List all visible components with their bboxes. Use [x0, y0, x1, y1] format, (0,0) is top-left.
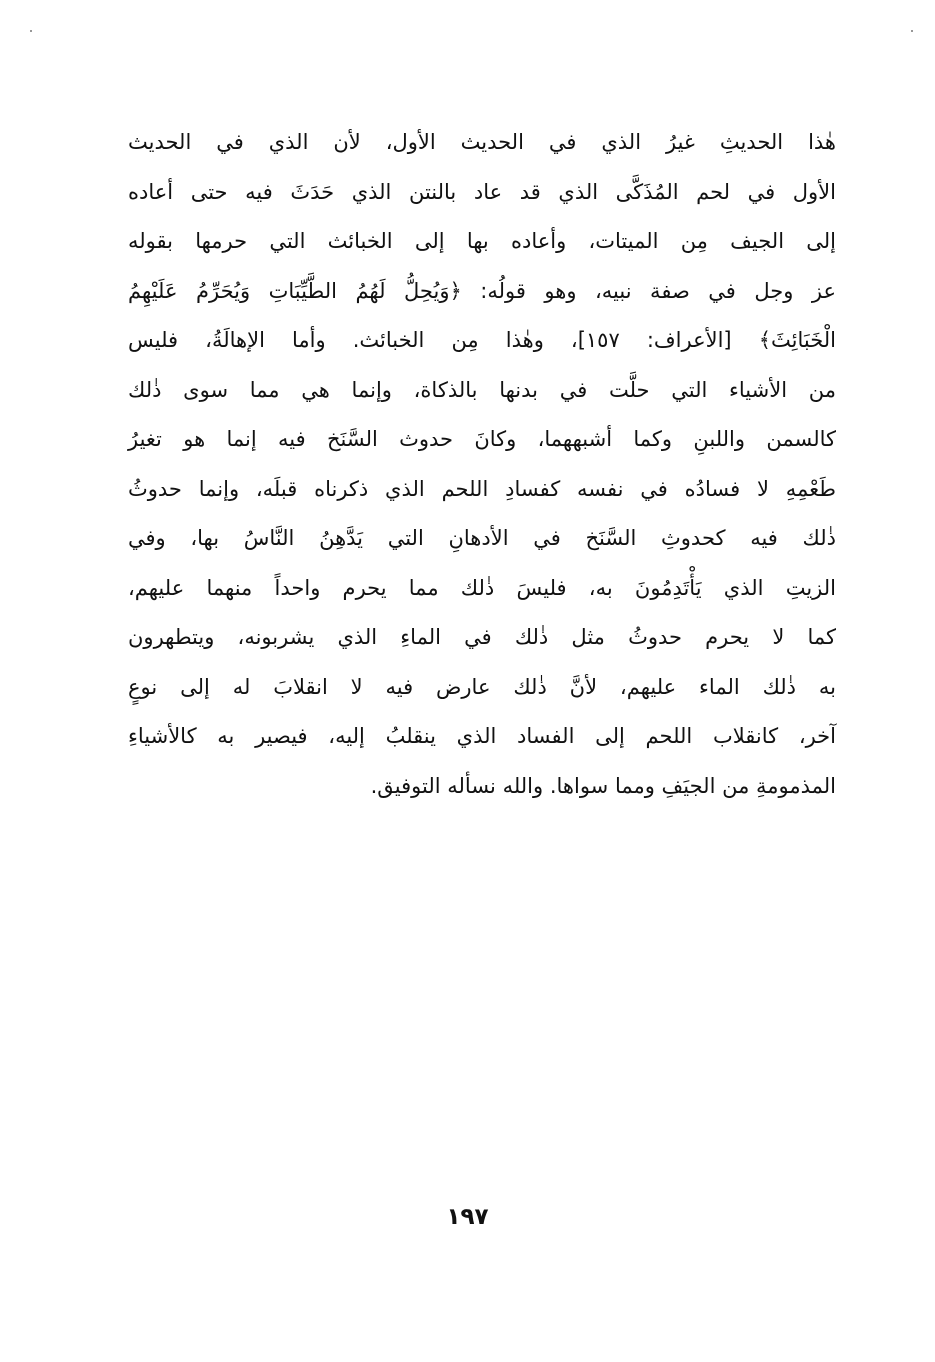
text-line: به ذٰلك الماء عليهم، لأنَّ ذٰلك عارض فيه لا انقلابَ له إلى نوعٍ	[128, 674, 836, 699]
text-line: من الأشياء التي حلَّت في بدنها بالذكاة، وإنما هي مما سوى ذٰلك	[128, 377, 836, 402]
page-number: ١٩٧	[446, 1204, 489, 1230]
text-line-last: المذمومةِ من الجيَفِ ومما سواها. والله نسأله التوفيق.	[370, 773, 836, 798]
text-line: آخر، كانقلاب اللحم إلى الفساد الذي ينقلبُ إليه، فيصير به كالأشياءِ	[128, 724, 836, 748]
scan-speck	[30, 30, 32, 32]
text-line: إلى الجيف مِن الميتات، وأعاده بها إلى الخبائث التي حرمها بقوله	[128, 229, 836, 253]
body-text	[128, 118, 836, 811]
text-line: طَعْمِهِ لا فسادُه في نفسه كفسادِ اللحم الذي ذكرناه قبلَه، وإنما حدوثُ	[128, 476, 836, 501]
text-line: عز وجل في صفة نبيه، وهو قولُه: ﴿وَيُحِلُّ لَهُمُ الطَّيِّبَاتِ وَيُحَرِّمُ عَلَيْهِمُ	[128, 278, 836, 303]
scan-speck	[911, 30, 913, 32]
text-line: كالسمن واللبنِ وكما أشبههما، وكانَ حدوث السَّنَخ فيه إنما هو تغيرُ	[128, 427, 836, 451]
text-line: كما لا يحرم حدوثُ مثل ذٰلك في الماءِ الذي يشربونه، ويتطهرون	[128, 625, 836, 649]
text-line: الزيتِ الذي يَأْتَدِمُونَ به، فليسَ ذٰلك مما يحرم واحداً منهما عليهم،	[128, 575, 836, 600]
text-line: الأول في لحم المُذَكَّى الذي قد عاد بالنتن الذي حَدَثَ فيه حتى أعاده	[128, 179, 836, 204]
text-line: الْخَبَائِثَ﴾ [الأعراف: ١٥٧]، وهٰذا مِن الخبائث. وأما الإهالَةُ، فليس	[128, 328, 836, 352]
text-line: ذٰلك فيه كحدوثِ السَّنَخ في الأدهانِ التي يَدَّهِنُ النَّاسُ بها، وفي	[128, 526, 836, 550]
text-line: هٰذا الحديثِ غيرُ الذي في الحديث الأول، لأن الذي في الحديث	[128, 130, 836, 154]
